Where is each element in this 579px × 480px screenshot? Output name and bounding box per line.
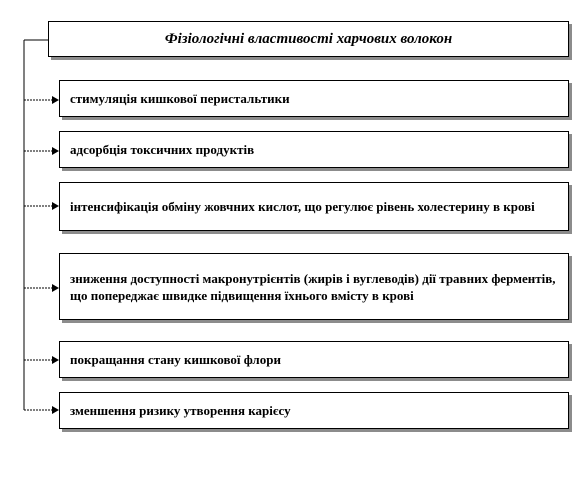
item-box-2: [59, 131, 569, 168]
diagram-title: Фізіологічні властивості харчових волокон: [164, 30, 453, 47]
arrow-1: [24, 96, 59, 104]
arrow-3: [24, 202, 59, 210]
arrow-6: [24, 406, 59, 414]
item-label-3: інтенсифікація обміну жовчних кислот, що регулює рівень холестерину в крові: [70, 199, 535, 214]
item-label-2: адсорбція токсичних продуктів: [70, 142, 255, 157]
item-box-1: [59, 80, 569, 117]
item-box-5: [59, 341, 569, 378]
item-label-5: покращання стану кишкової флори: [70, 352, 281, 367]
item-label-1: стимуляція кишкової перистальтики: [70, 91, 290, 106]
item-label-4: зниження доступності макронутрієнтів (жирів і вуглеводів) дії травних ферментів, що попереджає швидке підвищення їхнього вмісту в крові: [70, 270, 556, 303]
arrow-5: [24, 356, 59, 364]
arrow-4: [24, 284, 59, 292]
item-box-3: [59, 182, 569, 231]
item-box-4: [59, 253, 569, 320]
arrow-2: [24, 147, 59, 155]
item-box-6: [59, 392, 569, 429]
item-label-6: зменшення ризику утворення карієсу: [70, 403, 291, 418]
diagram-title-box: [48, 21, 569, 57]
